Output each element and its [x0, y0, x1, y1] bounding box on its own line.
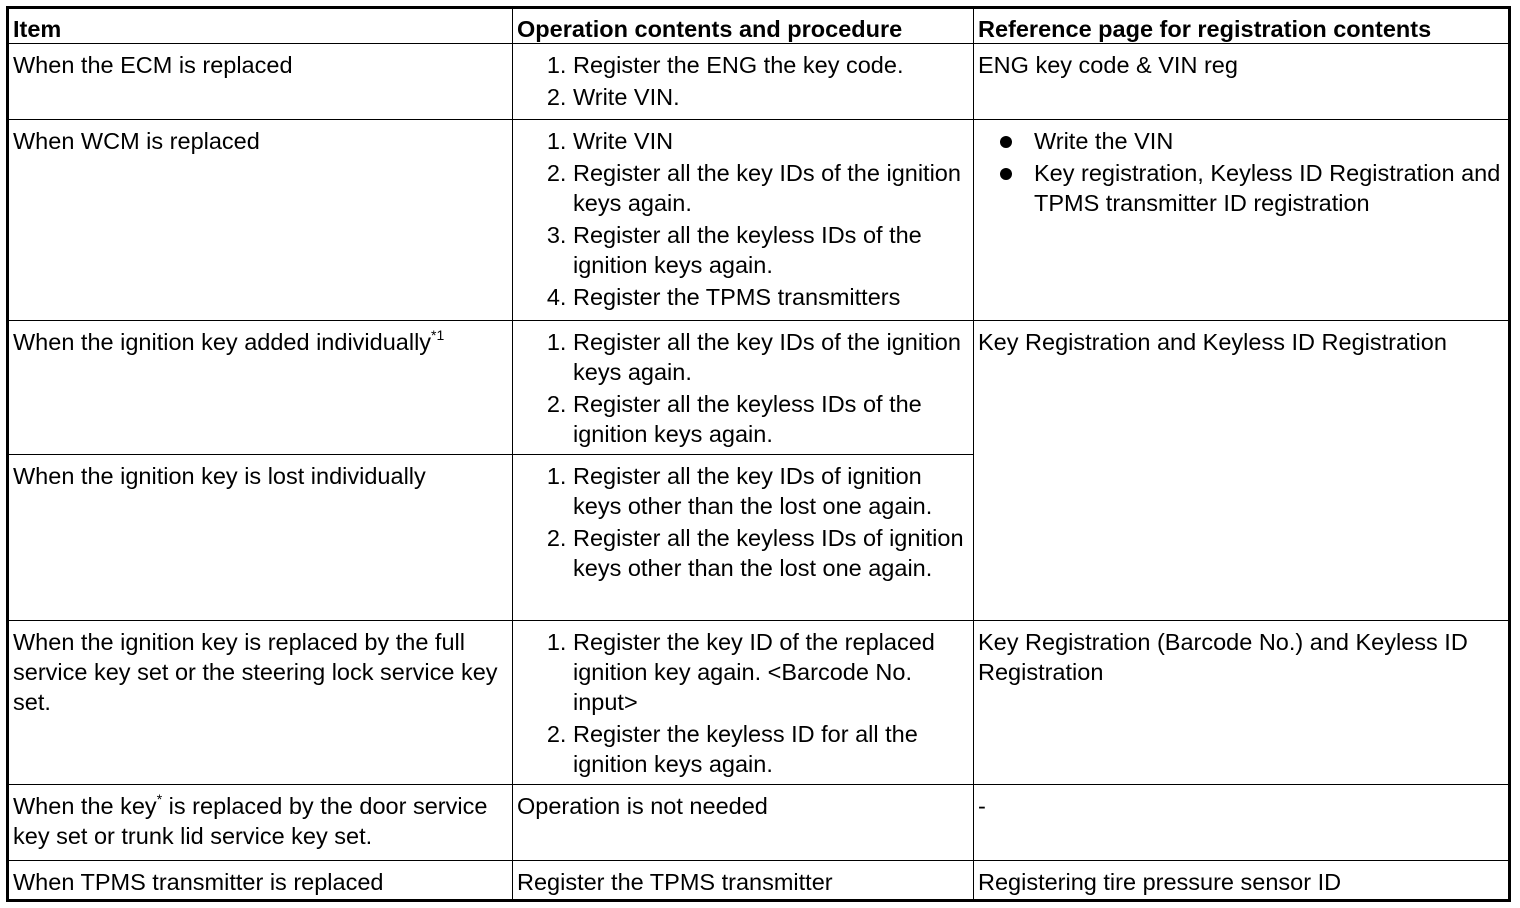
step: 1. Register all the key IDs of ignition keys other than the lost one again. — [573, 461, 969, 521]
step: 2. Register all the keyless IDs of ignition keys other than the lost one again. — [573, 523, 969, 583]
row-operation: Register the TPMS transmitter — [513, 861, 974, 901]
row-item: When WCM is replaced — [8, 120, 513, 321]
table-row — [8, 120, 1510, 321]
row-reference: Key Registration and Keyless ID Registration — [974, 321, 1510, 621]
row-operation — [513, 44, 974, 120]
header-row — [8, 8, 1510, 44]
reference-bullet: Write the VIN — [1034, 126, 1504, 156]
step: 1. Register the key ID of the replaced ignition key again. <Barcode No. input> — [573, 627, 969, 717]
step: 2. Register the keyless ID for all the ignition keys again. — [573, 719, 969, 779]
row-operation — [513, 455, 974, 621]
footnote-marker: *1 — [431, 327, 445, 343]
header-operation: Operation contents and procedure — [513, 8, 974, 44]
row-reference: Key Registration (Barcode No.) and Keyless ID Registration — [974, 621, 1510, 785]
row-operation — [513, 321, 974, 455]
bullet-icon — [1000, 168, 1012, 180]
step: 2. Register all the keyless IDs of the ignition keys again. — [573, 389, 969, 449]
row-reference: Registering tire pressure sensor ID — [974, 861, 1510, 901]
footnote-marker: * — [156, 791, 163, 807]
row-item: When the ignition key is lost individually — [8, 455, 513, 621]
step: 2. Register all the key IDs of the ignition keys again. — [573, 158, 969, 218]
table-row — [8, 861, 1510, 901]
reference-bullet: Key registration, Keyless ID Registration and TPMS transmitter ID registration — [1034, 158, 1504, 218]
step: 3. Register all the keyless IDs of the ignition keys again. — [573, 220, 969, 280]
row-operation — [513, 120, 974, 321]
table-row — [8, 321, 1510, 455]
row-item: When the key* is replaced by the door service key set or trunk lid service key set. — [8, 785, 513, 861]
registration-table — [6, 6, 1511, 902]
step: 2. Write VIN. — [573, 82, 969, 112]
table-row — [8, 44, 1510, 120]
table-row — [8, 621, 1510, 785]
row-item: When the ECM is replaced — [8, 44, 513, 120]
step: 1. Register all the key IDs of the ignition keys again. — [573, 327, 969, 387]
header-item: Item — [8, 8, 513, 44]
step: 4. Register the TPMS transmitters — [573, 282, 969, 312]
step: 1. Register the ENG the key code. — [573, 50, 969, 80]
row-item: When TPMS transmitter is replaced — [8, 861, 513, 901]
table-row — [8, 785, 1510, 861]
bullet-icon — [1000, 136, 1012, 148]
row-reference: ENG key code & VIN reg — [974, 44, 1510, 120]
row-reference: - — [974, 785, 1510, 861]
row-operation: Operation is not needed — [513, 785, 974, 861]
row-operation — [513, 621, 974, 785]
row-item: When the ignition key is replaced by the full service key set or the steering lock service key set. — [8, 621, 513, 785]
row-reference — [974, 120, 1510, 321]
header-reference: Reference page for registration contents — [974, 8, 1510, 44]
step: 1. Write VIN — [573, 126, 969, 156]
row-item: When the ignition key added individually$^{*1}$ — [8, 321, 513, 455]
